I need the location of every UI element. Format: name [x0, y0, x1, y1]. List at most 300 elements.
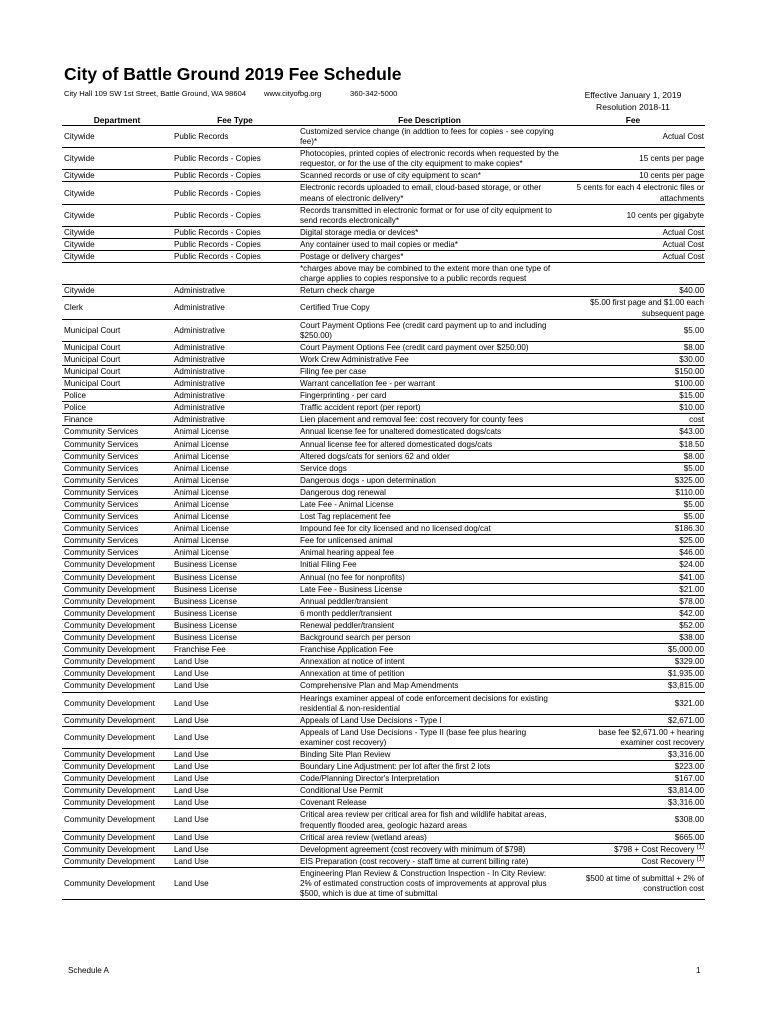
- fee-type-cell: [172, 126, 298, 148]
- table-row: [62, 644, 705, 656]
- department-cell: [62, 714, 172, 726]
- fee-description-cell-text: Annual license fee for altered domesticated dogs/cats: [300, 439, 493, 449]
- fee-amount-cell: [561, 632, 705, 644]
- fee-description-cell: [298, 797, 561, 809]
- fee-amount-cell-text: $500 at time of submittal + 2% of construction cost: [585, 873, 704, 894]
- fee-type-cell: [172, 632, 298, 644]
- fee-type-cell-text: Land Use: [174, 844, 209, 854]
- fee-amount-cell-text: $5.00: [683, 512, 704, 522]
- fee-type-cell: [172, 748, 298, 760]
- fee-type-cell: [172, 426, 298, 438]
- department-cell: [62, 632, 172, 644]
- fee-description-cell-text: Dangerous dog renewal: [300, 487, 386, 497]
- fee-description-cell: [298, 499, 561, 511]
- fee-type-cell-text: Land Use: [174, 749, 209, 759]
- footnote-marker: (1): [696, 856, 704, 863]
- fee-description-cell-text: Late Fee - Animal License: [300, 500, 394, 509]
- table-row: [62, 499, 705, 511]
- fee-description-cell-text: Traffic accident report (per report): [300, 403, 421, 413]
- table-row: [62, 583, 705, 595]
- fee-description-cell-text: Annexation at time of petition: [300, 669, 405, 679]
- department-cell-text: Police: [64, 403, 87, 413]
- table-row: [62, 632, 705, 644]
- fee-amount-cell-text: $21.00: [679, 584, 704, 594]
- department-cell: [62, 692, 172, 714]
- fee-amount-cell-text: $798 + Cost Recovery: [614, 844, 695, 854]
- fee-amount-cell: [561, 204, 705, 226]
- fee-description-cell: [298, 607, 561, 619]
- fee-description-cell: [298, 365, 561, 377]
- fee-description-cell: [298, 843, 561, 855]
- table-row: [62, 414, 705, 426]
- fee-amount-cell: [561, 126, 705, 148]
- fee-description-cell-text: Scanned records or use of city equipment to scan*: [300, 171, 481, 181]
- fee-amount-cell-text: Actual Cost: [662, 132, 704, 142]
- department-cell-text: Community Development: [64, 856, 155, 866]
- department-cell-text: Community Development: [64, 620, 155, 630]
- department-cell: [62, 773, 172, 785]
- fee-amount-cell: [561, 238, 705, 250]
- column-header-department: Department: [62, 115, 172, 126]
- table-row: [62, 486, 705, 498]
- fee-type-cell: [172, 559, 298, 571]
- table-row: [62, 867, 705, 899]
- fee-description-cell-text: Any container used to mail copies or media*: [300, 239, 458, 249]
- fee-type-cell-text: Administrative: [174, 325, 225, 335]
- fee-amount-cell-text: $52.00: [679, 620, 704, 630]
- department-cell-text: Community Services: [64, 500, 139, 509]
- fee-amount-cell-text: Actual Cost: [662, 252, 704, 262]
- department-cell-text: Community Development: [64, 879, 155, 888]
- department-cell-text: Community Services: [64, 463, 139, 473]
- fee-description-cell-text: Appeals of Land Use Decisions - Type I: [300, 715, 442, 725]
- fee-type-cell-text: Business License: [174, 620, 237, 630]
- fee-type-cell: [172, 680, 298, 692]
- fee-type-cell-text: Administrative: [174, 354, 225, 364]
- fee-type-cell-text: Land Use: [174, 798, 209, 808]
- fee-description-cell: [298, 285, 561, 297]
- department-cell: [62, 644, 172, 656]
- schedule-label: Schedule A: [68, 966, 109, 975]
- table-row: [62, 353, 705, 365]
- fee-type-cell-text: Public Records - Copies: [174, 239, 261, 249]
- table-row: [62, 831, 705, 843]
- fee-amount-cell: [561, 797, 705, 809]
- fee-amount-cell: [561, 726, 705, 748]
- fee-description-cell: [298, 474, 561, 486]
- fee-description-cell: [298, 126, 561, 148]
- fee-type-cell-text: Animal License: [174, 439, 229, 449]
- fee-description-cell: [298, 486, 561, 498]
- table-row: [62, 390, 705, 402]
- fee-type-cell: [172, 523, 298, 535]
- fee-amount-cell-text: $308.00: [674, 815, 704, 825]
- fee-type-cell-text: Administrative: [174, 391, 225, 401]
- department-cell: [62, 353, 172, 365]
- fee-amount-cell: [561, 474, 705, 486]
- department-cell-text: Clerk: [64, 303, 83, 313]
- department-cell: [62, 426, 172, 438]
- department-cell: [62, 414, 172, 426]
- department-cell-text: Finance: [64, 415, 93, 425]
- fee-description-cell-text: Comprehensive Plan and Map Amendments: [300, 681, 459, 691]
- fee-type-cell: [172, 226, 298, 238]
- fee-description-cell-text: Fingerprinting - per card: [300, 391, 387, 401]
- fee-type-cell-text: Public Records - Copies: [174, 227, 261, 237]
- department-cell-text: Police: [64, 391, 87, 401]
- fee-type-cell: [172, 607, 298, 619]
- table-row: [62, 748, 705, 760]
- fee-type-cell: [172, 714, 298, 726]
- fee-amount-cell: [561, 668, 705, 680]
- fee-type-cell-text: Administrative: [174, 303, 225, 313]
- column-header-fee-type: Fee Type: [172, 115, 298, 126]
- fee-amount-cell: [561, 285, 705, 297]
- department-cell-text: Community Development: [64, 749, 155, 759]
- fee-type-cell: [172, 726, 298, 748]
- fee-description-cell-text: Dangerous dogs - upon determination: [300, 475, 436, 485]
- fee-description-cell: [298, 831, 561, 843]
- fee-description-cell-text: Critical area review per critical area for fish and wildlife habitat areas, frequently flooded area, geologic hazard areas: [300, 810, 547, 830]
- table-row: [62, 668, 705, 680]
- fee-amount-cell-text: Cost Recovery: [641, 856, 695, 866]
- fee-amount-cell-text: $5,000.00: [667, 645, 704, 655]
- fee-description-cell: [298, 595, 561, 607]
- department-cell: [62, 559, 172, 571]
- resolution-number: Resolution 2018-11: [596, 102, 670, 112]
- fee-type-cell-text: Public Records - Copies: [174, 171, 261, 181]
- fee-amount-cell: [561, 656, 705, 668]
- department-cell-text: Community Development: [64, 762, 155, 772]
- table-row: [62, 238, 705, 250]
- fee-type-cell-text: Animal License: [174, 512, 229, 522]
- table-row: [62, 843, 705, 855]
- table-row: [62, 297, 705, 319]
- fee-description-cell-text: Code/Planning Director's Interpretation: [300, 774, 440, 784]
- table-row: [62, 148, 705, 170]
- department-cell-text: Community Development: [64, 633, 155, 643]
- department-cell: [62, 619, 172, 631]
- fee-type-cell: [172, 773, 298, 785]
- fee-type-cell-text: Land Use: [174, 669, 209, 679]
- fee-type-cell: [172, 353, 298, 365]
- department-cell: [62, 583, 172, 595]
- department-cell-text: Municipal Court: [64, 325, 121, 335]
- fee-description-cell: [298, 341, 561, 353]
- department-cell: [62, 809, 172, 831]
- fee-description-cell-text: Boundary Line Adjustment: per lot after the first 2 lots: [300, 762, 491, 772]
- page-title: City of Battle Ground 2019 Fee Schedule: [64, 64, 402, 84]
- fee-type-cell-text: Business License: [174, 560, 237, 570]
- department-cell: [62, 238, 172, 250]
- fee-amount-cell-text: $321.00: [674, 698, 704, 708]
- fee-type-cell-text: Public Records: [174, 132, 229, 142]
- fee-amount-cell: [561, 486, 705, 498]
- table-row: [62, 226, 705, 238]
- fee-description-cell-text: Appeals of Land Use Decisions - Type II (base fee plus hearing examiner cost recovery): [300, 727, 527, 747]
- department-cell: [62, 607, 172, 619]
- fee-amount-cell: [561, 680, 705, 692]
- fee-type-cell-text: Land Use: [174, 681, 209, 691]
- fee-amount-cell: [561, 319, 705, 341]
- fee-type-cell-text: Franchise Fee: [174, 645, 226, 655]
- fee-amount-cell-text: $5.00: [683, 463, 704, 473]
- table-row: [62, 126, 705, 148]
- fee-description-cell: [298, 204, 561, 226]
- table-row: [62, 462, 705, 474]
- fee-description-cell: [298, 511, 561, 523]
- fee-amount-cell-text: $38.00: [679, 633, 704, 643]
- fee-type-cell: [172, 511, 298, 523]
- fee-type-cell-text: Animal License: [174, 427, 229, 437]
- fee-type-cell: [172, 595, 298, 607]
- department-cell: [62, 170, 172, 182]
- fee-type-cell-text: Business License: [174, 596, 237, 606]
- fee-description-cell: [298, 692, 561, 714]
- table-row: [62, 251, 705, 263]
- fee-type-cell: [172, 619, 298, 631]
- fee-description-cell-text: Customized service change (in addtion to fees for copies - see copying fee)*: [300, 127, 554, 147]
- fee-type-cell-text: Public Records - Copies: [174, 252, 261, 262]
- fee-description-cell: [298, 148, 561, 170]
- fee-type-cell: [172, 474, 298, 486]
- fee-amount-cell: [561, 583, 705, 595]
- fee-amount-cell: [561, 341, 705, 353]
- department-cell-text: Community Development: [64, 832, 155, 842]
- fee-amount-cell-text: $167.00: [674, 774, 704, 784]
- fee-description-cell-text: Development agreement (cost recovery with minimum of $798): [300, 844, 526, 854]
- fee-description-cell-text: *charges above may be combined to the extent more than one type of charge applies to copies responsive to a public records request: [300, 264, 551, 284]
- fee-type-cell-text: Land Use: [174, 732, 209, 742]
- fee-type-cell: [172, 583, 298, 595]
- department-cell-text: Municipal Court: [64, 342, 121, 352]
- fee-description-cell-text: Lost Tag replacement fee: [300, 512, 391, 522]
- fee-type-cell-text: Animal License: [174, 524, 229, 534]
- fee-amount-cell-text: $150.00: [674, 366, 704, 376]
- department-cell-text: Community Development: [64, 798, 155, 808]
- fee-amount-cell: [561, 595, 705, 607]
- department-cell: [62, 797, 172, 809]
- fee-amount-cell: [561, 571, 705, 583]
- fee-type-cell: [172, 499, 298, 511]
- fee-description-cell-text: Critical area review (wetland areas): [300, 832, 427, 842]
- fee-description-cell: [298, 748, 561, 760]
- fee-type-cell-text: Land Use: [174, 657, 209, 667]
- fee-description-cell-text: Franchise Application Fee: [300, 645, 394, 655]
- table-row: [62, 726, 705, 748]
- fee-type-cell-text: Land Use: [174, 762, 209, 772]
- fee-amount-cell-text: $24.00: [679, 560, 704, 570]
- fee-description-cell: [298, 583, 561, 595]
- department-cell: [62, 402, 172, 414]
- department-cell-text: Community Services: [64, 487, 139, 497]
- fee-type-cell: [172, 450, 298, 462]
- department-cell: [62, 511, 172, 523]
- fee-type-cell-text: Public Records - Copies: [174, 188, 261, 198]
- department-cell: [62, 726, 172, 748]
- department-cell-text: Community Development: [64, 584, 155, 594]
- department-cell-text: Community Development: [64, 844, 155, 854]
- fee-description-cell: [298, 450, 561, 462]
- fee-amount-cell-text: 15 cents per page: [639, 154, 704, 164]
- table-row: [62, 809, 705, 831]
- fee-description-cell-text: Court Payment Options Fee (credit card payment over $250.00): [300, 342, 529, 352]
- table-note-row: [62, 263, 705, 285]
- department-cell-text: Citywide: [64, 210, 95, 220]
- fee-description-cell: [298, 438, 561, 450]
- fee-type-cell-text: Land Use: [174, 832, 209, 842]
- fee-description-cell: [298, 238, 561, 250]
- department-cell: [62, 785, 172, 797]
- fee-description-cell-text: Warrant cancellation fee - per warrant: [300, 379, 436, 389]
- fee-rows: [62, 126, 705, 900]
- department-cell-text: Community Development: [64, 669, 155, 679]
- fee-amount-cell: [561, 773, 705, 785]
- fee-description-cell: [298, 462, 561, 474]
- fee-amount-cell: [561, 843, 705, 855]
- fee-type-cell-text: Business License: [174, 572, 237, 582]
- fee-amount-cell: [561, 297, 705, 319]
- fee-description-cell: [298, 714, 561, 726]
- department-cell-text: Community Development: [64, 608, 155, 618]
- table-row: [62, 426, 705, 438]
- fee-description-cell: [298, 263, 561, 285]
- table-row: [62, 797, 705, 809]
- department-cell-text: Community Development: [64, 681, 155, 691]
- fee-type-cell: [172, 148, 298, 170]
- fee-type-cell-text: Administrative: [174, 415, 225, 425]
- fee-description-cell: [298, 668, 561, 680]
- fee-amount-cell-text: $2,671.00: [667, 715, 704, 725]
- fee-description-cell-text: Lien placement and removal fee: cost recovery for county fees: [300, 415, 524, 425]
- fee-amount-cell: [561, 499, 705, 511]
- department-cell: [62, 831, 172, 843]
- department-cell: [62, 297, 172, 319]
- department-cell: [62, 148, 172, 170]
- fee-description-cell: [298, 680, 561, 692]
- fee-amount-cell-text: $8.00: [683, 451, 704, 461]
- fee-description-cell: [298, 644, 561, 656]
- fee-description-cell: [298, 378, 561, 390]
- fee-type-cell: [172, 285, 298, 297]
- fee-type-cell: [172, 809, 298, 831]
- department-cell-text: Community Services: [64, 524, 139, 534]
- fee-amount-cell-text: $25.00: [679, 536, 704, 546]
- fee-type-cell-text: Public Records - Copies: [174, 210, 261, 220]
- fee-type-cell-text: Animal License: [174, 487, 229, 497]
- fee-amount-cell-text: $42.00: [679, 608, 704, 618]
- fee-amount-cell: [561, 535, 705, 547]
- fee-description-cell-text: Records transmitted in electronic format or for use of city equipment to send records electronically*: [300, 205, 552, 225]
- fee-amount-cell-text: cost: [689, 415, 704, 425]
- department-cell-text: Community Services: [64, 427, 139, 437]
- fee-description-cell-text: Binding Site Plan Review: [300, 749, 391, 759]
- fee-description-cell: [298, 523, 561, 535]
- fee-amount-cell: [561, 831, 705, 843]
- department-cell-text: Citywide: [64, 239, 95, 249]
- table-row: [62, 450, 705, 462]
- department-cell-text: Citywide: [64, 132, 95, 142]
- fee-type-cell-text: Animal License: [174, 451, 229, 461]
- fee-amount-cell: [561, 748, 705, 760]
- department-cell-text: Citywide: [64, 154, 95, 164]
- fee-type-cell-text: Land Use: [174, 698, 209, 708]
- department-cell-text: Citywide: [64, 188, 95, 198]
- fee-type-cell-text: Land Use: [174, 715, 209, 725]
- department-cell: [62, 547, 172, 559]
- fee-amount-cell: [561, 644, 705, 656]
- fee-amount-cell: [561, 182, 705, 204]
- table-row: [62, 607, 705, 619]
- fee-amount-cell: [561, 353, 705, 365]
- fee-amount-cell: [561, 390, 705, 402]
- fee-description-cell: [298, 297, 561, 319]
- fee-amount-cell-text: $8.00: [683, 342, 704, 352]
- fee-type-cell: [172, 365, 298, 377]
- fee-amount-cell-text: $3,316.00: [667, 798, 704, 808]
- fee-type-cell: [172, 390, 298, 402]
- fee-type-cell: [172, 656, 298, 668]
- table-row: [62, 547, 705, 559]
- fee-description-cell: [298, 547, 561, 559]
- fee-amount-cell: [561, 607, 705, 619]
- fee-description-cell-text: Annual (no fee for nonprofits): [300, 572, 405, 582]
- fee-description-cell: [298, 867, 561, 899]
- website-link[interactable]: www.cityofbg.org: [264, 89, 322, 98]
- fee-amount-cell-text: $5.00: [683, 325, 704, 335]
- fee-type-cell-text: Animal License: [174, 463, 229, 473]
- fee-description-cell-text: Late Fee - Business License: [300, 584, 403, 594]
- fee-type-cell-text: Administrative: [174, 379, 225, 389]
- department-cell: [62, 263, 172, 285]
- department-cell: [62, 319, 172, 341]
- department-cell: [62, 595, 172, 607]
- fee-type-cell: [172, 251, 298, 263]
- table-row: [62, 341, 705, 353]
- fee-amount-cell-text: $15.00: [679, 391, 704, 401]
- fee-type-cell-text: Animal License: [174, 475, 229, 485]
- fee-amount-cell-text: $78.00: [679, 596, 704, 606]
- table-row: [62, 559, 705, 571]
- table-row: [62, 319, 705, 341]
- fee-type-cell-text: Administrative: [174, 403, 225, 413]
- fee-amount-cell: [561, 251, 705, 263]
- department-cell: [62, 182, 172, 204]
- table-row: [62, 535, 705, 547]
- department-cell: [62, 867, 172, 899]
- fee-amount-cell-text: $3,316.00: [667, 749, 704, 759]
- fee-amount-cell-text: $5.00: [683, 500, 704, 509]
- table-row: [62, 595, 705, 607]
- fee-amount-cell: [561, 414, 705, 426]
- fee-type-cell-text: Business License: [174, 633, 237, 643]
- fee-type-cell-text: Land Use: [174, 786, 209, 796]
- department-cell-text: Community Services: [64, 536, 139, 546]
- fee-description-cell-text: Engineering Plan Review & Construction Inspection - In City Review: 2% of estimated construction costs of improvements at approval plus $500, which is due at time of submittal: [300, 868, 547, 899]
- fee-description-cell: [298, 251, 561, 263]
- table-row: [62, 285, 705, 297]
- fee-type-cell: [172, 438, 298, 450]
- fee-description-cell: [298, 402, 561, 414]
- fee-amount-cell-text: $110.00: [675, 487, 704, 497]
- fee-description-cell-text: Renewal peddler/transient: [300, 620, 395, 630]
- department-cell-text: Community Development: [64, 715, 155, 725]
- fee-description-cell-text: Impound fee for city licensed and no licensed dog/cat: [300, 524, 491, 534]
- fee-amount-cell-text: $665.00: [674, 832, 704, 842]
- fee-description-cell: [298, 656, 561, 668]
- fee-type-cell-text: Public Records - Copies: [174, 154, 261, 164]
- department-cell: [62, 668, 172, 680]
